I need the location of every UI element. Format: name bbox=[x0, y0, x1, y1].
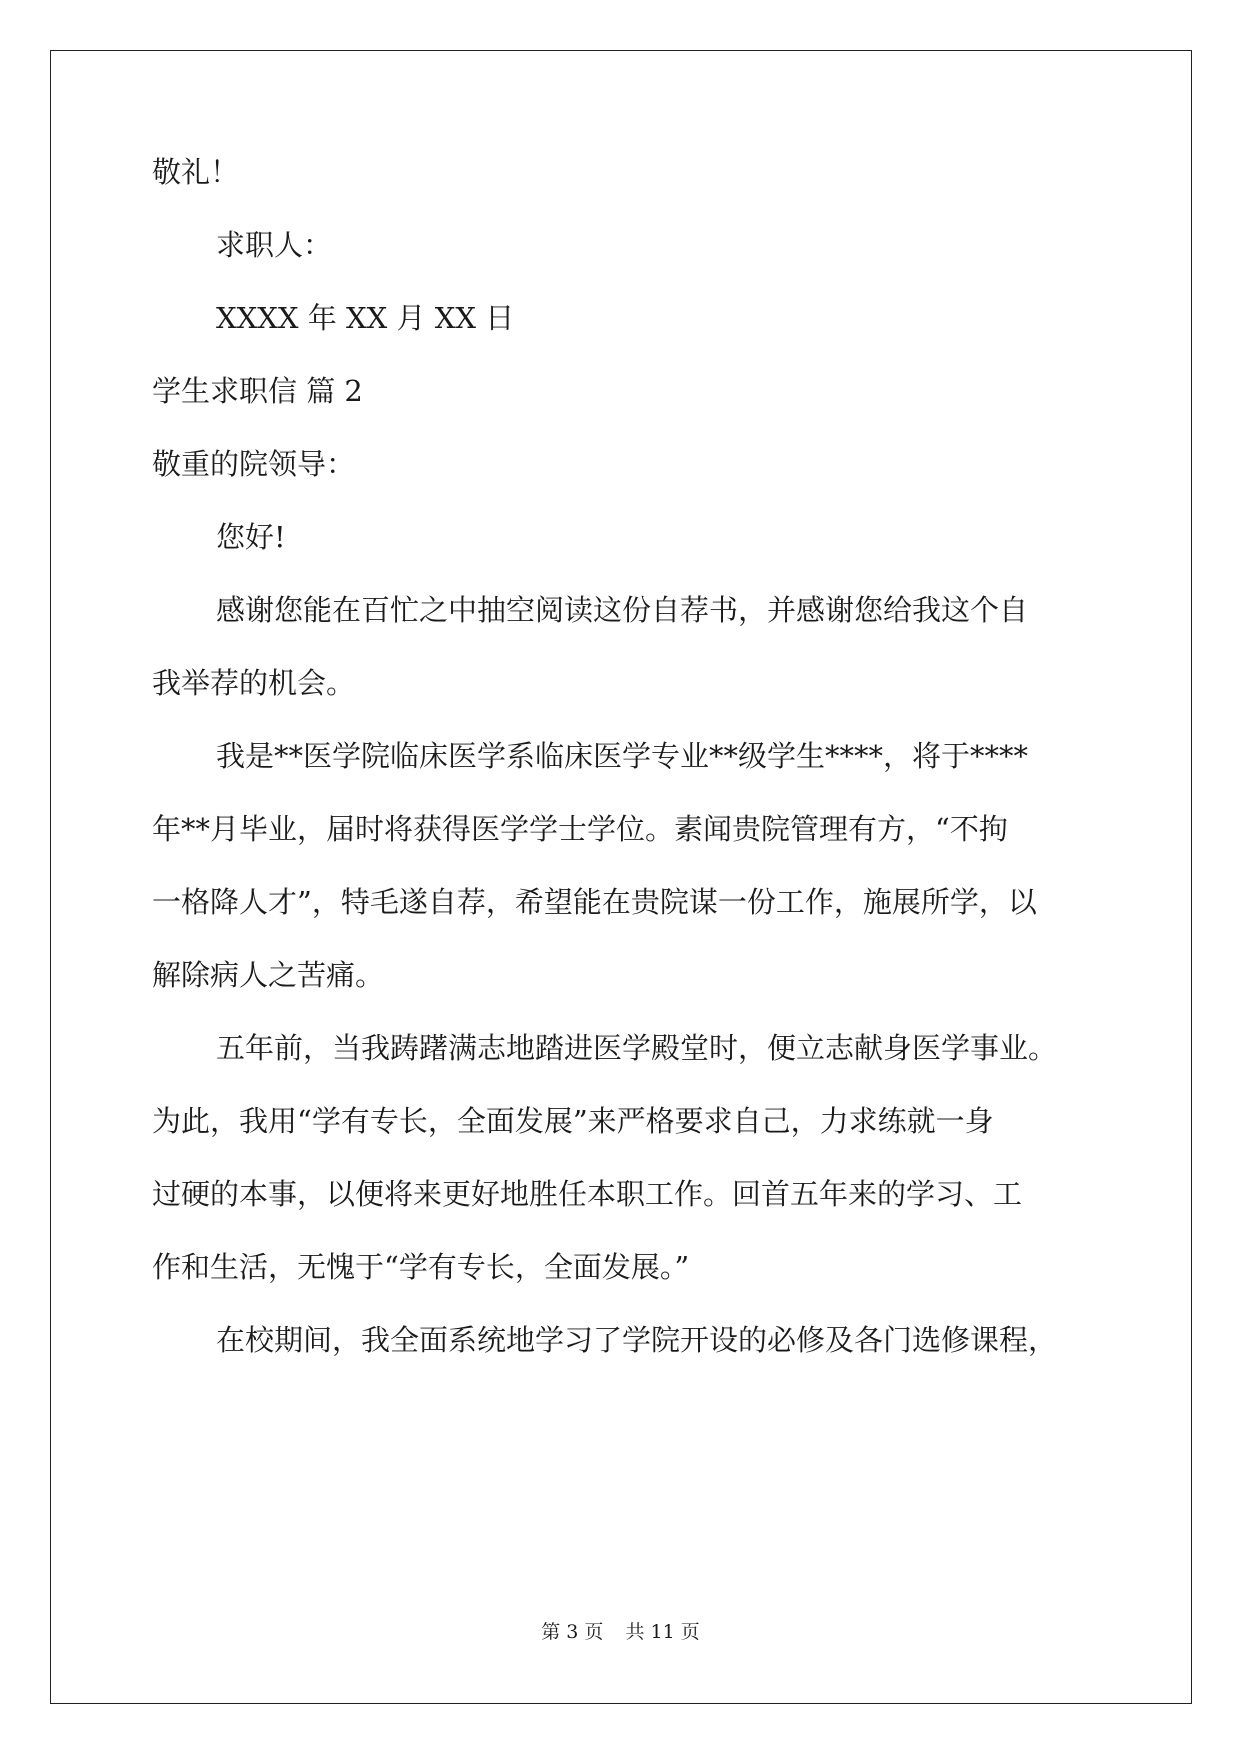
text-line: 年**月毕业，届时将获得医学学士学位。素闻贵院管理有方，“不拘 bbox=[152, 812, 1008, 846]
text-line: 五年前，当我踌躇满志地踏进医学殿堂时，便立志献身医学事业。 bbox=[216, 1031, 1058, 1065]
text-line: 作和生活，无愧于“学有专长，全面发展。” bbox=[152, 1250, 690, 1284]
text-line: 为此，我用“学有专长，全面发展”来严格要求自己，力求练就一身 bbox=[152, 1104, 994, 1138]
text-line: XXXX 年 XX 月 XX 日 bbox=[216, 301, 515, 335]
section-heading: 学生求职信 篇 2 bbox=[152, 374, 363, 408]
text-line: 求职人： bbox=[216, 228, 333, 262]
page-total: 共 11 页 bbox=[625, 1621, 700, 1643]
greeting: 您好! bbox=[216, 520, 286, 554]
text-line: 过硬的本事，以便将来更好地胜任本职工作。回首五年来的学习、工 bbox=[152, 1177, 1023, 1211]
page-footer bbox=[0, 1620, 1241, 1644]
text-line: 敬礼！ bbox=[152, 155, 240, 189]
page-number: 第 3 页 bbox=[541, 1621, 604, 1643]
text-line: 感谢您能在百忙之中抽空阅读这份自荐书，并感谢您给我这个自 bbox=[216, 593, 1029, 627]
salutation: 敬重的院领导： bbox=[152, 447, 356, 481]
text-line: 我是**医学院临床医学系临床医学专业**级学生****，将于**** bbox=[216, 739, 1029, 773]
text-line: 我举荐的机会。 bbox=[152, 666, 356, 700]
text-line: 解除病人之苦痛。 bbox=[152, 958, 385, 992]
text-line: 在校期间，我全面系统地学习了学院开设的必修及各门选修课程， bbox=[216, 1323, 1058, 1357]
text-line: 一格降人才”，特毛遂自荐，希望能在贵院谋一份工作，施展所学，以 bbox=[152, 885, 1037, 919]
